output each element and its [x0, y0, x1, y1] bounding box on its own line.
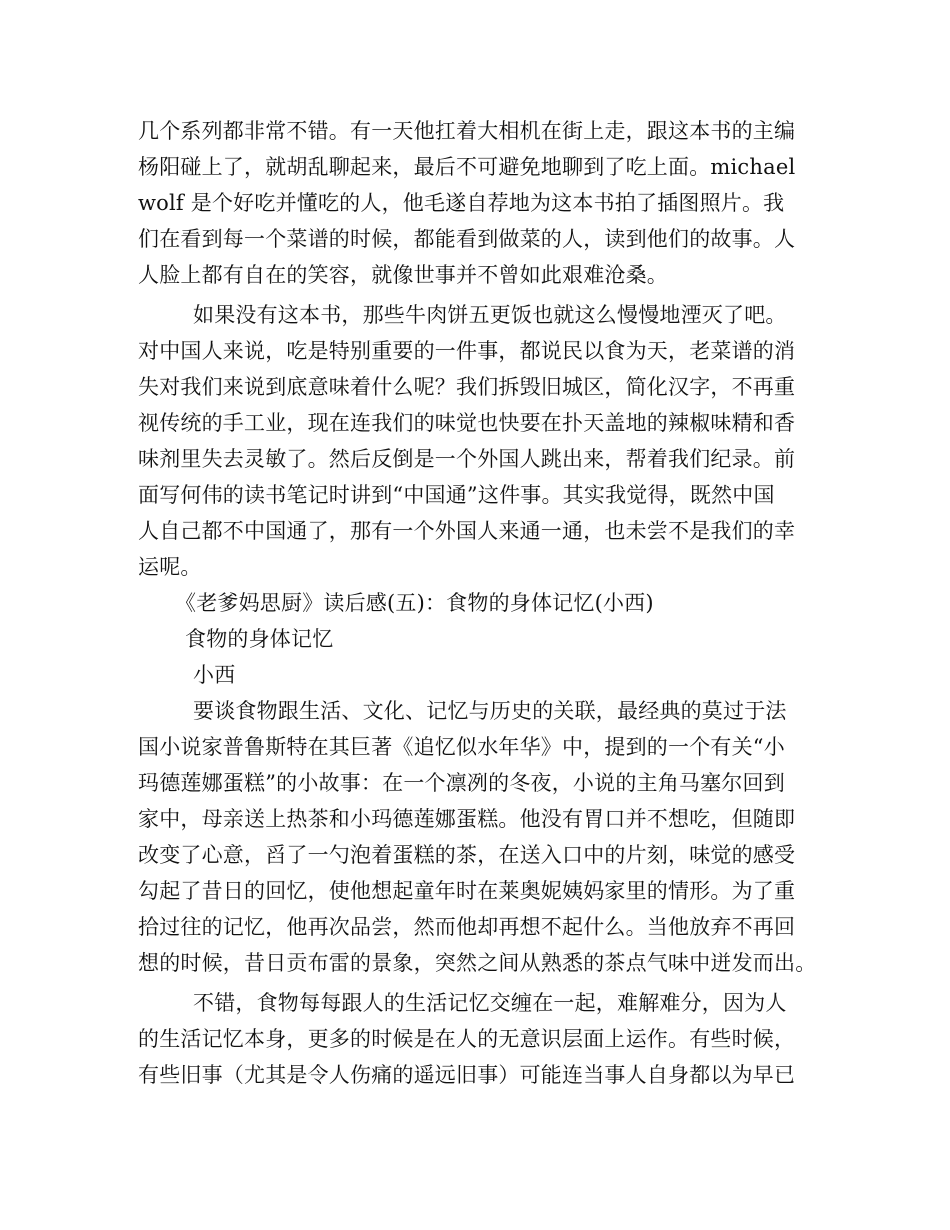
article-title: 食物的身体记忆 [185, 627, 334, 651]
text-line: 对中国人来说，吃是特别重要的一件事，都说民以食为天，老菜谱的消 [138, 339, 796, 363]
text-line: 人自己都不中国通了，那有一个外国人来通一通，也未尝不是我们的幸 [138, 519, 796, 543]
text-line: 要谈食物跟生活、文化、记忆与历史的关联，最经典的莫过于法 [193, 699, 787, 723]
text-line: 的生活记忆本身，更多的时候是在人的无意识层面上运作。有些时候， [138, 1027, 796, 1051]
text-line: wolf 是个好吃并懂吃的人，他毛遂自荐地为这本书拍了插图照片。我 [138, 191, 785, 215]
text-line: 拾过往的记忆，他再次品尝，然而他却再想不起什么。当他放弃不再回 [138, 915, 796, 939]
text-line: 味剂里失去灵敏了。然后反倒是一个外国人跳出来，帮着我们纪录。前 [138, 447, 796, 471]
text-line: 不错，食物每每跟人的生活记忆交缠在一起，难解难分，因为人 [193, 991, 787, 1015]
text-line: 人脸上都有自在的笑容，就像世事并不曾如此艰难沧桑。 [138, 263, 668, 287]
text-line: 改变了心意，舀了一勺泡着蛋糕的茶，在送入口中的片刻，味觉的感受 [138, 843, 796, 867]
text-line: 勾起了昔日的回忆，使他想起童年时在莱奥妮姨妈家里的情形。为了重 [138, 879, 796, 903]
text-line: 面写何伟的读书笔记时讲到“中国通”这件事。其实我觉得，既然中国 [138, 483, 775, 507]
text-line: 视传统的手工业，现在连我们的味觉也快要在扑天盖地的辣椒味精和香 [138, 411, 796, 435]
text-line: 们在看到每一个菜谱的时候，都能看到做菜的人，读到他们的故事。人 [138, 227, 796, 251]
text-line: 几个系列都非常不错。有一天他扛着大相机在街上走，跟这本书的主编 [138, 119, 796, 143]
text-line: 家中，母亲送上热茶和小玛德莲娜蛋糕。他没有胃口并不想吃，但随即 [138, 807, 796, 831]
text-line: 如果没有这本书，那些牛肉饼五更饭也就这么慢慢地湮灭了吧。 [193, 303, 787, 327]
text-line: 失对我们来说到底意味着什么呢？我们拆毁旧城区，简化汉字，不再重 [138, 375, 796, 399]
text-line: 有些旧事（尤其是令人伤痛的遥远旧事）可能连当事人自身都以为早已 [138, 1063, 796, 1087]
article-author: 小西 [193, 663, 236, 687]
text-line: 玛德莲娜蛋糕”的小故事：在一个凛冽的冬夜，小说的主角马塞尔回到 [138, 771, 785, 795]
section-heading: 《老爹妈思厨》读后感(五)：食物的身体记忆(小西) [175, 591, 654, 615]
text-line: 运呢。 [138, 555, 202, 579]
text-line: 想的时候，昔日贡布雷的景象，突然之间从熟悉的茶点气味中迸发而出。 [138, 951, 817, 975]
text-line: 国小说家普鲁斯特在其巨著《追忆似水年华》中，提到的一个有关“小 [138, 735, 785, 759]
text-line: 杨阳碰上了，就胡乱聊起来，最后不可避免地聊到了吃上面。michael [138, 155, 796, 179]
